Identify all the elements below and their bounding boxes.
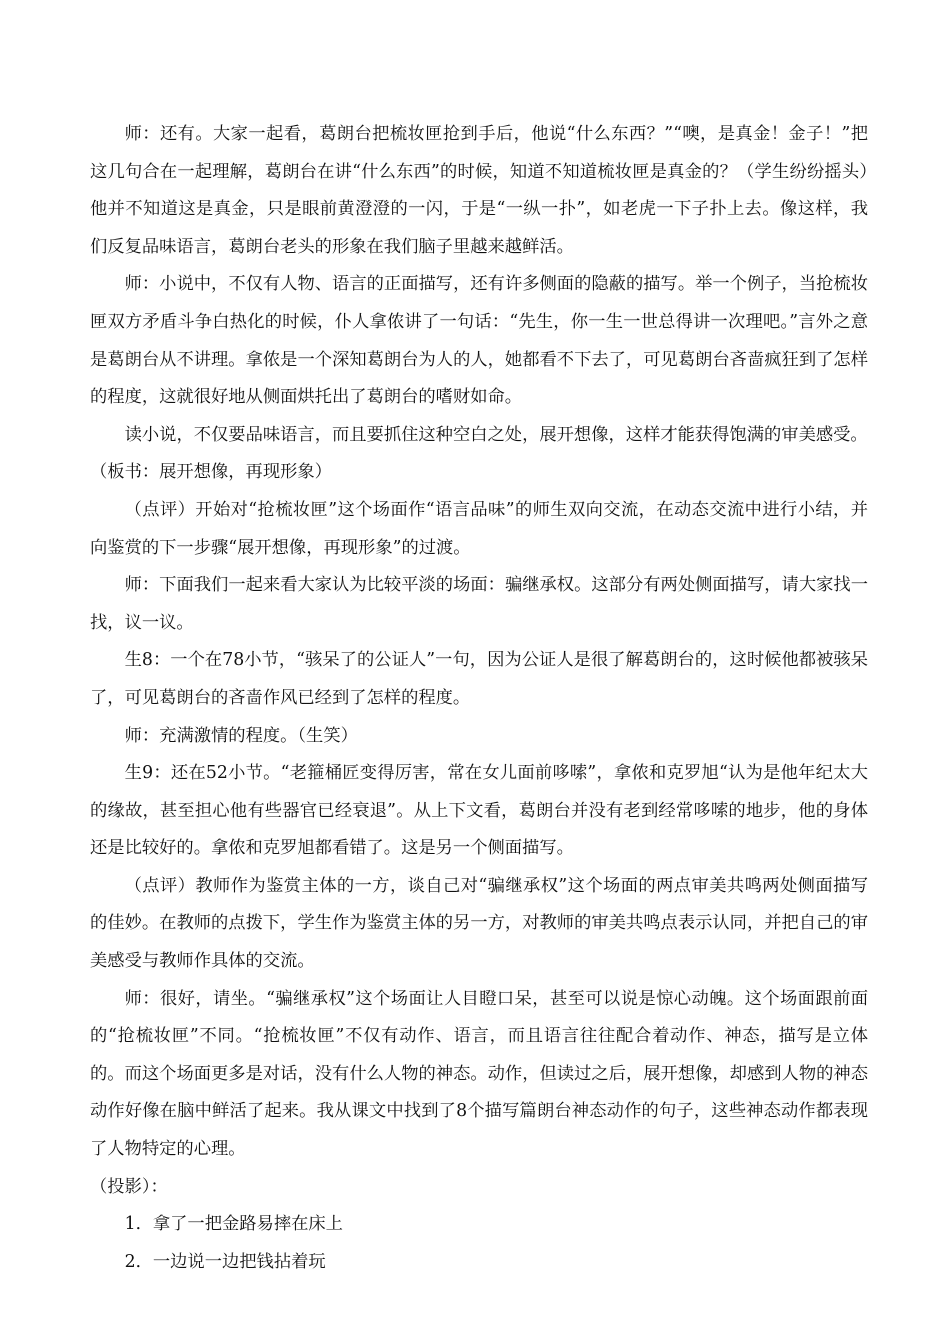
board-note: （板书：展开想像，再现形象） [90, 462, 332, 483]
commentary-paragraph: （点评）开始对“抢梳妆匣”这个场面作“语言品味”的师生双向交流，在动态交流中进行小结，并向鉴赏的下一步骤“展开想像，再现形象”的过渡。 [90, 499, 868, 558]
paragraph: 师：还有。大家一起看，葛朗台把梳妆匣抢到手后，他说“什么东西？”“噢，是真金！金子！”把这几句合在一起理解，葛朗台在讲“什么东西”的时候，知道不知道梳妆匣是真金的？（学生纷纷摇头）他并不知道这是真金，只是眼前黄澄澄的一闪，于是“一纵一扑”，如老虎一下子扑上去。像这样，我们反复品味语言，葛朗台老头的形象在我们脑子里越来越鲜活。 [90, 124, 868, 257]
projection-label: （投影）： [90, 1176, 168, 1197]
paragraph: 师：很好，请坐。“骗继承权”这个场面让人目瞪口呆，甚至可以说是惊心动魄。这个场面跟前面的“抢梳妆匣”不同。“抢梳妆匣”不仅有动作、语言，而且语言往往配合着动作、神态，描写是立体的。而这个场面更多是对话，没有什么人物的神态。动作，但读过之后，展开想像，却感到人物的神态动作好像在脑中鲜活了起来。我从课文中找到了8个描写篇朗台神态动作的句子，这些神态动作都表现了人物特定的心理。 [90, 988, 868, 1160]
paragraph: 生9：还在52小节。“老箍桶匠变得厉害，常在女儿面前哆嗦”，拿侬和克罗旭“认为是他年纪太大的缘故，甚至担心他有些器官已经衰退”。从上下文看，葛朗台并没有老到经常哆嗦的地步，他的身体还是比较好的。拿侬和克罗旭都看错了。这是另一个侧面描写。 [90, 763, 868, 859]
document-page [90, 116, 868, 1281]
commentary-paragraph: （点评）教师作为鉴赏主体的一方，谈自己对“骗继承权”这个场面的两点审美共鸣两处侧面描写的佳妙。在教师的点拨下，学生作为鉴赏主体的另一方，对教师的审美共鸣点表示认同，并把自己的审美感受与教师作具体的交流。 [90, 875, 868, 972]
paragraph: 师：下面我们一起来看大家认为比较平淡的场面：骗继承权。这部分有两处侧面描写，请大家找一找，议一议。 [90, 575, 868, 633]
paragraph: 生8：一个在78小节，“骇呆了的公证人”一句，因为公证人是很了解葛朗台的，这时候他都被骇呆了，可见葛朗台的吝啬作风已经到了怎样的程度。 [90, 650, 868, 708]
list-item: 2．一边说一边把钱拈着玩 [124, 1251, 326, 1272]
paragraph: 师：小说中，不仅有人物、语言的正面描写，还有许多侧面的隐蔽的描写。举一个例子，当抢梳妆匣双方矛盾斗争白热化的时候，仆人拿侬讲了一句话：“先生，你一生一世总得讲一次理吧。”言外之意是葛朗台从不讲理。拿侬是一个深知葛朗台为人的人，她都看不下去了，可见葛朗台吝啬疯狂到了怎样的程度，这就很好地从侧面烘托出了葛朗台的嗜财如命。 [90, 274, 868, 408]
paragraph: 读小说，不仅要品味语言，而且要抓住这种空白之处，展开想像，这样才能获得饱满的审美感受。 [124, 424, 868, 445]
paragraph: 师：充满激情的程度。（生笑） [124, 725, 358, 746]
list-item: 1．拿了一把金路易摔在床上 [124, 1214, 343, 1235]
